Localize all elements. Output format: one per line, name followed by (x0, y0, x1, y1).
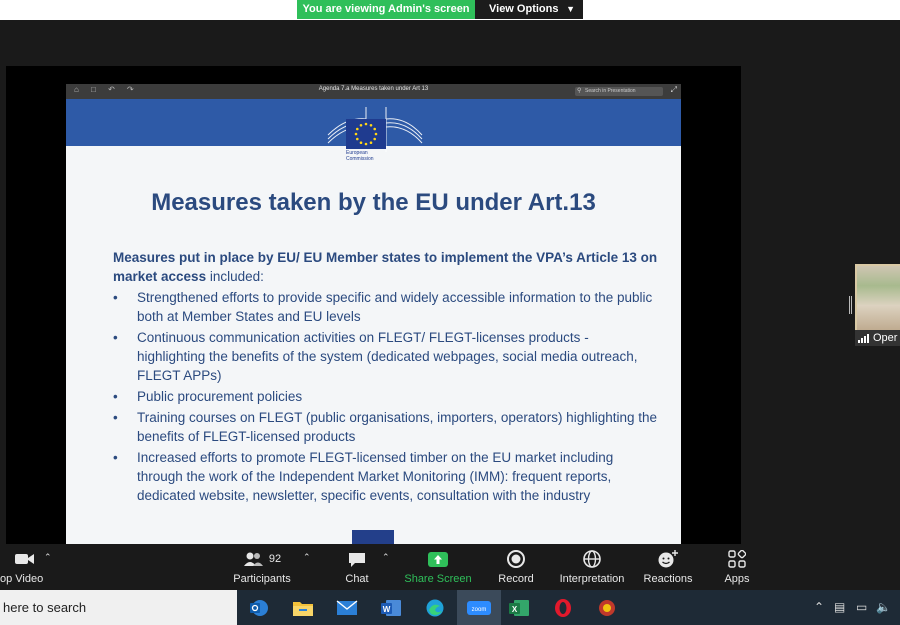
taskbar-app-edge[interactable] (413, 590, 457, 625)
participant-count: 92 (268, 553, 282, 565)
chevron-down-icon: ▼ (566, 4, 575, 14)
presentation-slide (66, 99, 681, 544)
stop-video-label: op Video (0, 573, 44, 585)
expand-icon[interactable]: ⤢ (670, 85, 677, 94)
tray-network-icon[interactable]: ▤ (834, 600, 846, 614)
panel-resize-handle[interactable] (849, 296, 852, 314)
slide-title: Measures taken by the EU under Art.13 (151, 189, 596, 216)
slide-intro-rest: included: (206, 269, 264, 284)
meeting-controls-bar (0, 544, 900, 590)
presentation-search-input[interactable] (575, 87, 663, 96)
share-screen-label: Share Screen (404, 573, 472, 585)
edge-icon (425, 598, 445, 618)
participants-options-caret[interactable]: ⌃ (303, 552, 311, 562)
mail-icon (336, 600, 358, 616)
svg-text:X: X (511, 604, 518, 614)
bullet-item: • Public procurement policies (113, 387, 658, 406)
taskbar-app-zoom[interactable] (457, 590, 501, 625)
share-screen-button[interactable] (402, 544, 474, 590)
signal-strength-icon (858, 334, 870, 343)
european-commission-logo (326, 105, 424, 165)
participants-icon (226, 550, 298, 568)
word-icon (380, 598, 402, 618)
record-label: Record (498, 573, 534, 585)
bullet-item: • Strengthened efforts to provide specific and widely accessible information to the public both at Member States and EU levels (113, 288, 658, 326)
ec-caption-line-2: Commission (346, 156, 374, 162)
ec-logo-caption (346, 150, 374, 162)
shared-screen (6, 66, 741, 544)
bullet-item: • Increased efforts to promote FLEGT-licensed timber on the EU market including through the work of the Independent Market Monitoring (IMM): frequent reports, dedicated website, newsletter, specific events, consultation with the industry (113, 448, 658, 505)
taskbar-search-input[interactable]: here to search (0, 590, 237, 625)
participant-video-thumbnail[interactable] (855, 264, 900, 346)
reactions-label: Reactions (643, 573, 693, 585)
taskbar-app-opera[interactable] (541, 590, 585, 625)
tray-chevron-up-icon[interactable]: ⌃ (814, 600, 825, 614)
interpretation-label: Interpretation (559, 573, 625, 585)
folder-icon (292, 599, 314, 617)
apps-icon (714, 550, 760, 568)
view-options-button[interactable] (475, 0, 583, 19)
zoom-icon (466, 598, 492, 618)
globe-icon (552, 550, 632, 568)
viewing-screen-label: You are viewing Admin's screen (297, 0, 475, 19)
taskbar-app-word[interactable] (369, 590, 413, 625)
taskbar-app-excel[interactable] (497, 590, 541, 625)
slide-bullet-list (113, 288, 658, 507)
chat-icon (330, 550, 384, 568)
presentation-search-placeholder: Search in Presentation (585, 88, 636, 94)
bullet-item: • Continuous communication activities on FLEGT/ FLEGT-licenses products - highlighting the benefits of the system (dedicated webpages, social media outreach, FLEGT APPs) (113, 328, 658, 385)
participants-button[interactable] (226, 544, 298, 590)
apps-label: Apps (724, 573, 750, 585)
app-badge-icon (597, 598, 617, 618)
smiley-icon (640, 550, 696, 568)
chat-label: Chat (345, 573, 369, 585)
opera-icon (553, 598, 573, 618)
search-icon: ⚲ (577, 88, 582, 94)
taskbar-app-file-explorer[interactable] (281, 590, 325, 625)
taskbar-app-outlook[interactable] (237, 590, 281, 625)
video-camera-icon (0, 550, 48, 568)
taskbar-app-generic[interactable] (585, 590, 629, 625)
outlook-icon (248, 598, 270, 618)
eu-stars-icon (353, 121, 379, 147)
participant-name: Oper (855, 330, 900, 346)
excel-icon (508, 598, 530, 618)
presentation-toolbar (66, 84, 681, 99)
record-icon (490, 550, 542, 568)
participant-video-image (857, 266, 900, 332)
taskbar-app-mail[interactable] (325, 590, 369, 625)
chat-options-caret[interactable]: ⌃ (382, 552, 390, 562)
interpretation-button[interactable] (552, 544, 632, 590)
slide-intro-bold: Measures put in place by EU/ EU Member states to implement the VPA’s Article 13 on market access (113, 250, 658, 284)
windows-taskbar (0, 590, 900, 625)
view-options-label: View Options (489, 3, 559, 15)
slide-footer-block (352, 530, 394, 544)
chat-button[interactable] (330, 544, 384, 590)
apps-button[interactable] (714, 544, 760, 590)
tray-monitor-icon[interactable]: ▭ (856, 600, 868, 614)
zoom-icon-label: zoom (471, 606, 487, 613)
bullet-item: • Training courses on FLEGT (public organisations, importers, operators) highlighting the benefits of FLEGT-licensed products (113, 408, 658, 446)
stop-video-button[interactable] (0, 544, 48, 590)
presentation-window-title: Agenda 7.a Measures taken under Art 13 (318, 86, 429, 92)
slide-intro (113, 248, 658, 286)
ec-caption-line-1: European (346, 150, 368, 156)
reactions-button[interactable] (640, 544, 696, 590)
svg-text:W: W (382, 604, 391, 614)
video-options-caret[interactable]: ⌃ (44, 552, 52, 562)
eu-flag-icon (346, 119, 386, 149)
participants-label: Participants (233, 573, 291, 585)
tray-volume-icon[interactable]: 🔈 (876, 600, 891, 614)
screen-share-banner (297, 0, 583, 19)
toolbar-icons: ⌂ □ ↶ ↷ (74, 85, 139, 94)
share-screen-icon (402, 550, 474, 568)
record-button[interactable] (490, 544, 542, 590)
